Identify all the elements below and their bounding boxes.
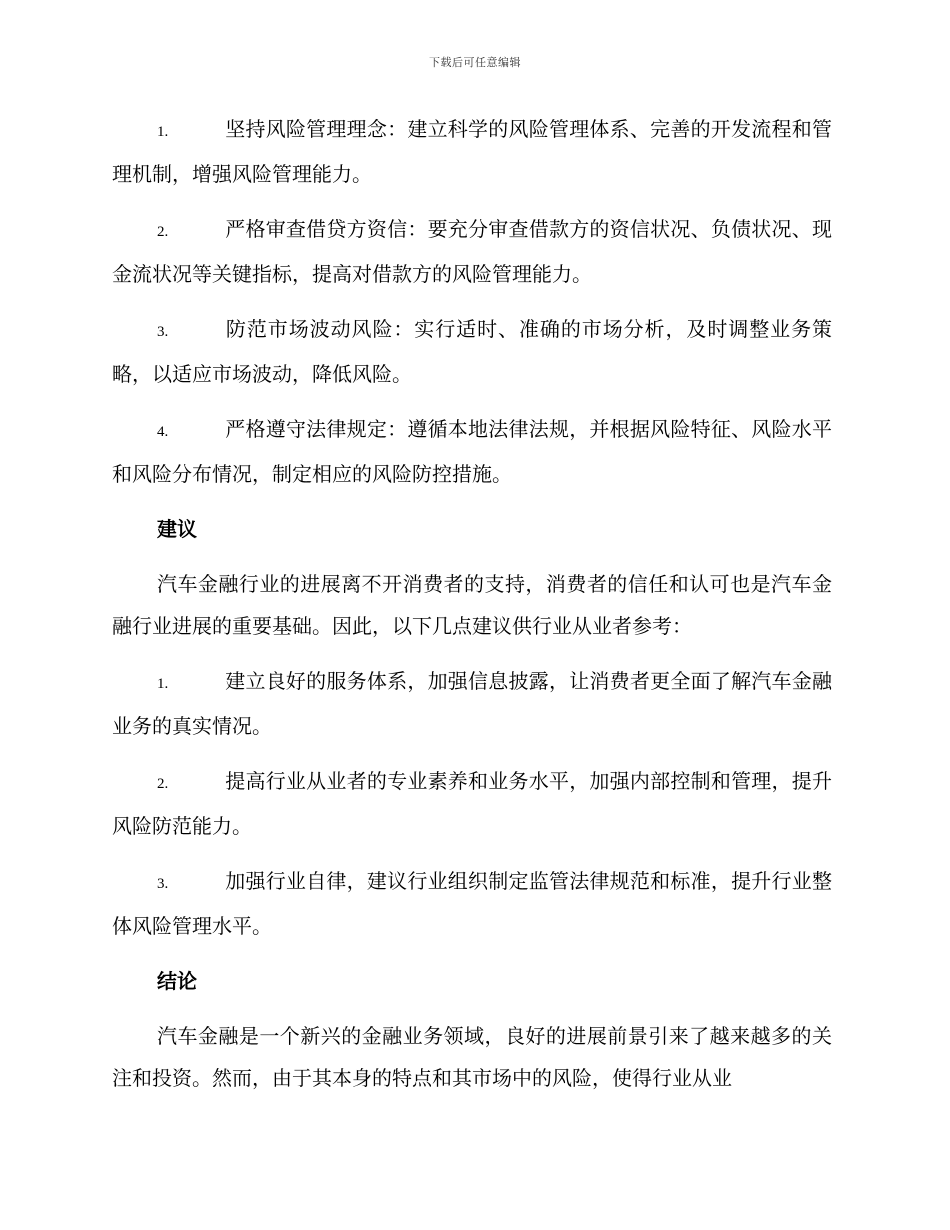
list-number: 4. (157, 424, 169, 440)
suggestions-intro: 汽车金融行业的进展离不开消费者的支持，消费者的信任和认可也是汽车金融行业进展的重要基础。因此，以下几点建议供行业从业者参考： (112, 572, 832, 638)
conclusion-intro: 汽车金融是一个新兴的金融业务领域，良好的进展前景引来了越来越多的关注和投资。然而，由于其本身的特点和其市场中的风险，使得行业从业 (112, 1024, 832, 1090)
list-item (112, 108, 832, 195)
list-item (112, 760, 832, 847)
list-number: 3. (157, 324, 169, 340)
document-body (112, 108, 832, 1112)
list-item (112, 860, 832, 947)
list-item (112, 208, 832, 295)
list-text: 建立良好的服务体系，加强信息披露，让消费者更全面了解汽车金融业务的真实情况。 (112, 669, 832, 738)
list-text: 提高行业从业者的专业素养和业务水平，加强内部控制和管理，提升风险防范能力。 (112, 769, 832, 838)
list-text: 防范市场波动风险：实行适时、准确的市场分析，及时调整业务策略，以适应市场波动，降低风险。 (112, 317, 832, 386)
list-number: 2. (157, 776, 169, 792)
list-text: 严格遵守法律规定：遵循本地法律法规，并根据风险特征、风险水平和风险分布情况，制定相应的风险防控措施。 (112, 417, 832, 486)
page-header: 下载后可任意编辑 (429, 56, 521, 69)
list-text: 坚持风险管理理念：建立科学的风险管理体系、完善的开发流程和管理机制，增强风险管理能力。 (112, 117, 832, 186)
list-number: 2. (157, 224, 169, 240)
list-item (112, 408, 832, 495)
section-heading-suggestions: 建议 (157, 517, 197, 541)
list-text: 严格审查借贷方资信：要充分审查借款方的资信状况、负债状况、现金流状况等关键指标，提高对借款方的风险管理能力。 (112, 217, 832, 286)
list-item (112, 308, 832, 395)
list-number: 1. (157, 676, 169, 692)
list-item (112, 660, 832, 747)
list-number: 3. (157, 876, 169, 892)
section-heading-conclusion: 结论 (157, 969, 197, 993)
list-text: 加强行业自律，建议行业组织制定监管法律规范和标准，提升行业整体风险管理水平。 (112, 869, 832, 938)
list-number: 1. (157, 124, 169, 140)
